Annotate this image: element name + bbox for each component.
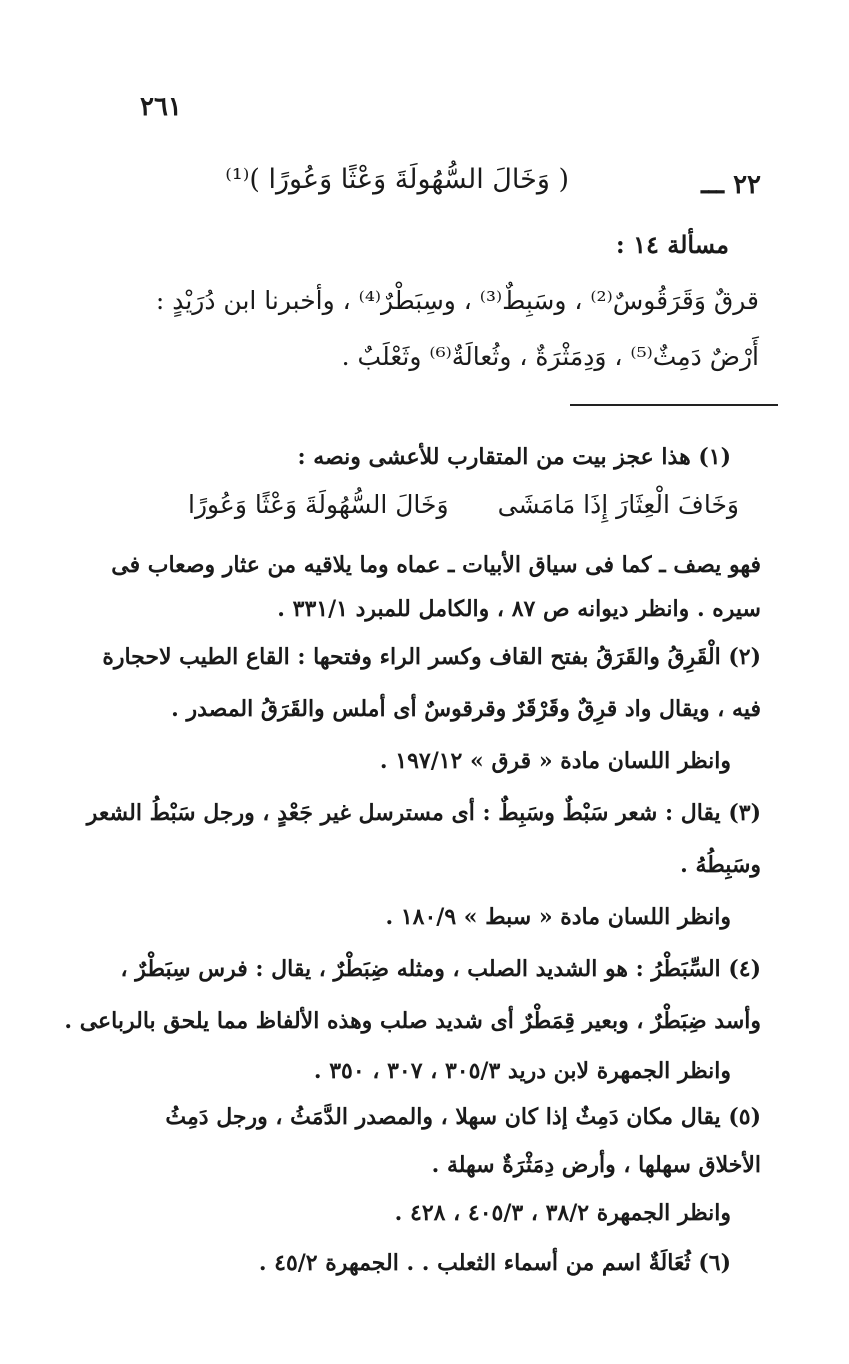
- footnote-separator: [570, 404, 778, 406]
- footnote-2-line-1: (٢) الْقَرِقُ والقَرَقُ بفتح القاف وكسر الراء وفتحها : القاع الطيب لاحجارة: [102, 644, 761, 670]
- footnote-1-intro: (١) هذا عجز بيت من المتقارب للأعشى ونصه :: [297, 444, 731, 470]
- footnote-1-verse-right: وَخَافَ الْعِثَارَ إِذَا مَامَشَى: [497, 490, 739, 519]
- footnote-2-line-2: فيه ، ويقال واد قرِقٌ وقَرْقَرٌ وقرقوسٌ أى أملس والقَرَقُ المصدر .: [171, 696, 761, 722]
- footnote-3-line-1: (٣) يقال : شعر سَبْطٌ وسَبِطٌ : أى مسترسل غير جَعْدٍ ، ورجل سَبْطُ الشعر: [86, 800, 761, 826]
- footnote-2-line-3: وانظر اللسان مادة « قرق » ١٩٧/١٢ .: [379, 748, 731, 774]
- page-number: ٢٦١: [140, 92, 182, 122]
- footnote-4-line-1: (٤) السِّبَطْرُ : هو الشديد الصلب ، ومثله ضِبَطْرٌ ، يقال : فرس سِبَطْرٌ ،: [120, 956, 761, 982]
- footnote-1-line-2: سيره . وانظر ديوانه ص ٨٧ ، والكامل للمبرد ٣٣١/١ .: [277, 596, 761, 622]
- question-line-2: أَرْضٌ دَمِثٌ⁽⁵⁾ ، وَدِمَثْرَةٌ ، وثُعالَةٌ⁽⁶⁾ وثَعْلَبٌ .: [341, 342, 759, 371]
- entry-title: ( وَخَالَ السُّهُولَةَ وَعْثًا وَعُورًا )⁽¹⁾: [225, 164, 569, 195]
- entry-number: ٢٢ ـــ: [701, 170, 761, 200]
- footnote-5-line-2: الأخلاق سهلها ، وأرض دِمَثْرَةٌ سهلة .: [431, 1152, 761, 1178]
- footnote-6-line-1: (٦) ثُعَالَةٌ اسم من أسماء الثعلب . . الجمهرة ٤٥/٢ .: [258, 1250, 731, 1276]
- footnote-5-line-3: وانظر الجمهرة ٣٨/٢ ، ٤٠٥/٣ ، ٤٢٨ .: [394, 1200, 731, 1226]
- footnote-4-line-3: وانظر الجمهرة لابن دريد ٣٠٥/٣ ، ٣٠٧ ، ٣٥٠ .: [313, 1058, 731, 1084]
- footnote-5-line-1: (٥) يقال مكان دَمِثٌ إذا كان سهلا ، والمصدر الدَّمَثُ ، ورجل دَمِثُ: [165, 1104, 761, 1130]
- question-line-1: قرقٌ وَقَرَقُوسٌ⁽²⁾ ، وسَبِطٌ⁽³⁾ ، وسِبَطْرٌ⁽⁴⁾ ، وأخبرنا ابن دُرَيْدٍ :: [155, 286, 759, 315]
- footnote-1-line-1: فهو يصف ـ كما فى سياق الأبيات ـ عماه وما يلاقيه من عثار وصعاب فى: [111, 552, 761, 578]
- question-label: مسألة ١٤ :: [615, 230, 729, 259]
- footnote-3-line-3: وانظر اللسان مادة « سبط » ١٨٠/٩ .: [385, 904, 731, 930]
- footnote-3-line-2: وسَبِطُهُ .: [680, 852, 761, 878]
- footnote-1-verse-left: وَخَالَ السُّهُولَةَ وَعْثًا وَعُورًا: [188, 490, 449, 519]
- footnote-4-line-2: وأسد ضِبَطْرٌ ، وبعير قِمَطْرٌ أى شديد صلب وهذه الألفاظ مما يلحق بالرباعى .: [64, 1008, 761, 1034]
